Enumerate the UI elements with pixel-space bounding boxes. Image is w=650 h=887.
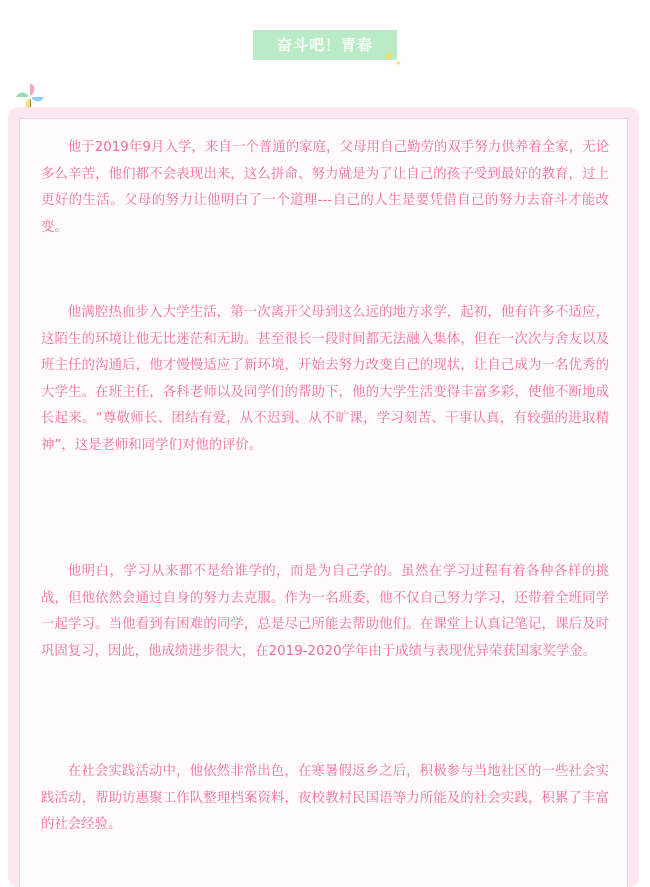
sparkle-icon: ✦ bbox=[395, 59, 402, 68]
content-card bbox=[8, 107, 639, 887]
sparkle-icon: ✦ bbox=[383, 49, 395, 65]
page-title: 奋斗吧！青春 bbox=[253, 30, 397, 60]
title-section bbox=[0, 28, 650, 68]
paragraph-4: 在社会实践活动中，他依然非常出色，在寒暑假返乡之后，积极参与当地社区的一些社会实践活动，帮助访惠聚工作队整理档案资料，夜校教村民国语等力所能及的社会实践，积累了丰富的社会经验。 bbox=[41, 764, 609, 833]
content-panel bbox=[19, 118, 628, 887]
paragraph-2: 他满腔热血步入大学生活，第一次离开父母到这么远的地方求学，起初，他有许多不适应，这陌生的环境让他无比迷茫和无助。甚至很长一段时间都无法融入集体，但在一次次与舍友以及班主任的沟通后，他才慢慢适应了新环境，开始去努力改变自己的现状，让自己成为一名优秀的大学生。在班主任，各科老师以及同学们的帮助下，他的大学生活变得丰富多彩，使他不断地成长起来。“尊敬师长、团结有爱，从不迟到、从不旷课，学习刻苦、干事认真，有较强的进取精神”，这是老师和同学们对他的评价。 bbox=[41, 305, 609, 453]
paragraph-3: 他明白，学习从来都不是给谁学的，而是为自己学的。虽然在学习过程有着各种各样的挑战，但他依然会通过自身的努力去克服。作为一名班委，他不仅自己努力学习，还带着全班同学一起学习。当他看到有困难的同学，总是尽己所能去帮助他们。在课堂上认真记笔记，课后及时巩固复习，因此，他成绩进步很大，在2019-2020学年由于成绩与表现优异荣获国家奖学金。 bbox=[41, 564, 609, 659]
paragraph-1: 他于2019年9月入学，来自一个普通的家庭，父母用自己勤劳的双手努力供养着全家，无论多么辛苦，他们都不会表现出来，这么拼命、努力就是为了让自己的孩子受到最好的教育，过上更好的生活。父母的努力让他明白了一个道理---自己的人生是要凭借自己的努力去奋斗才能改变。 bbox=[41, 140, 609, 235]
